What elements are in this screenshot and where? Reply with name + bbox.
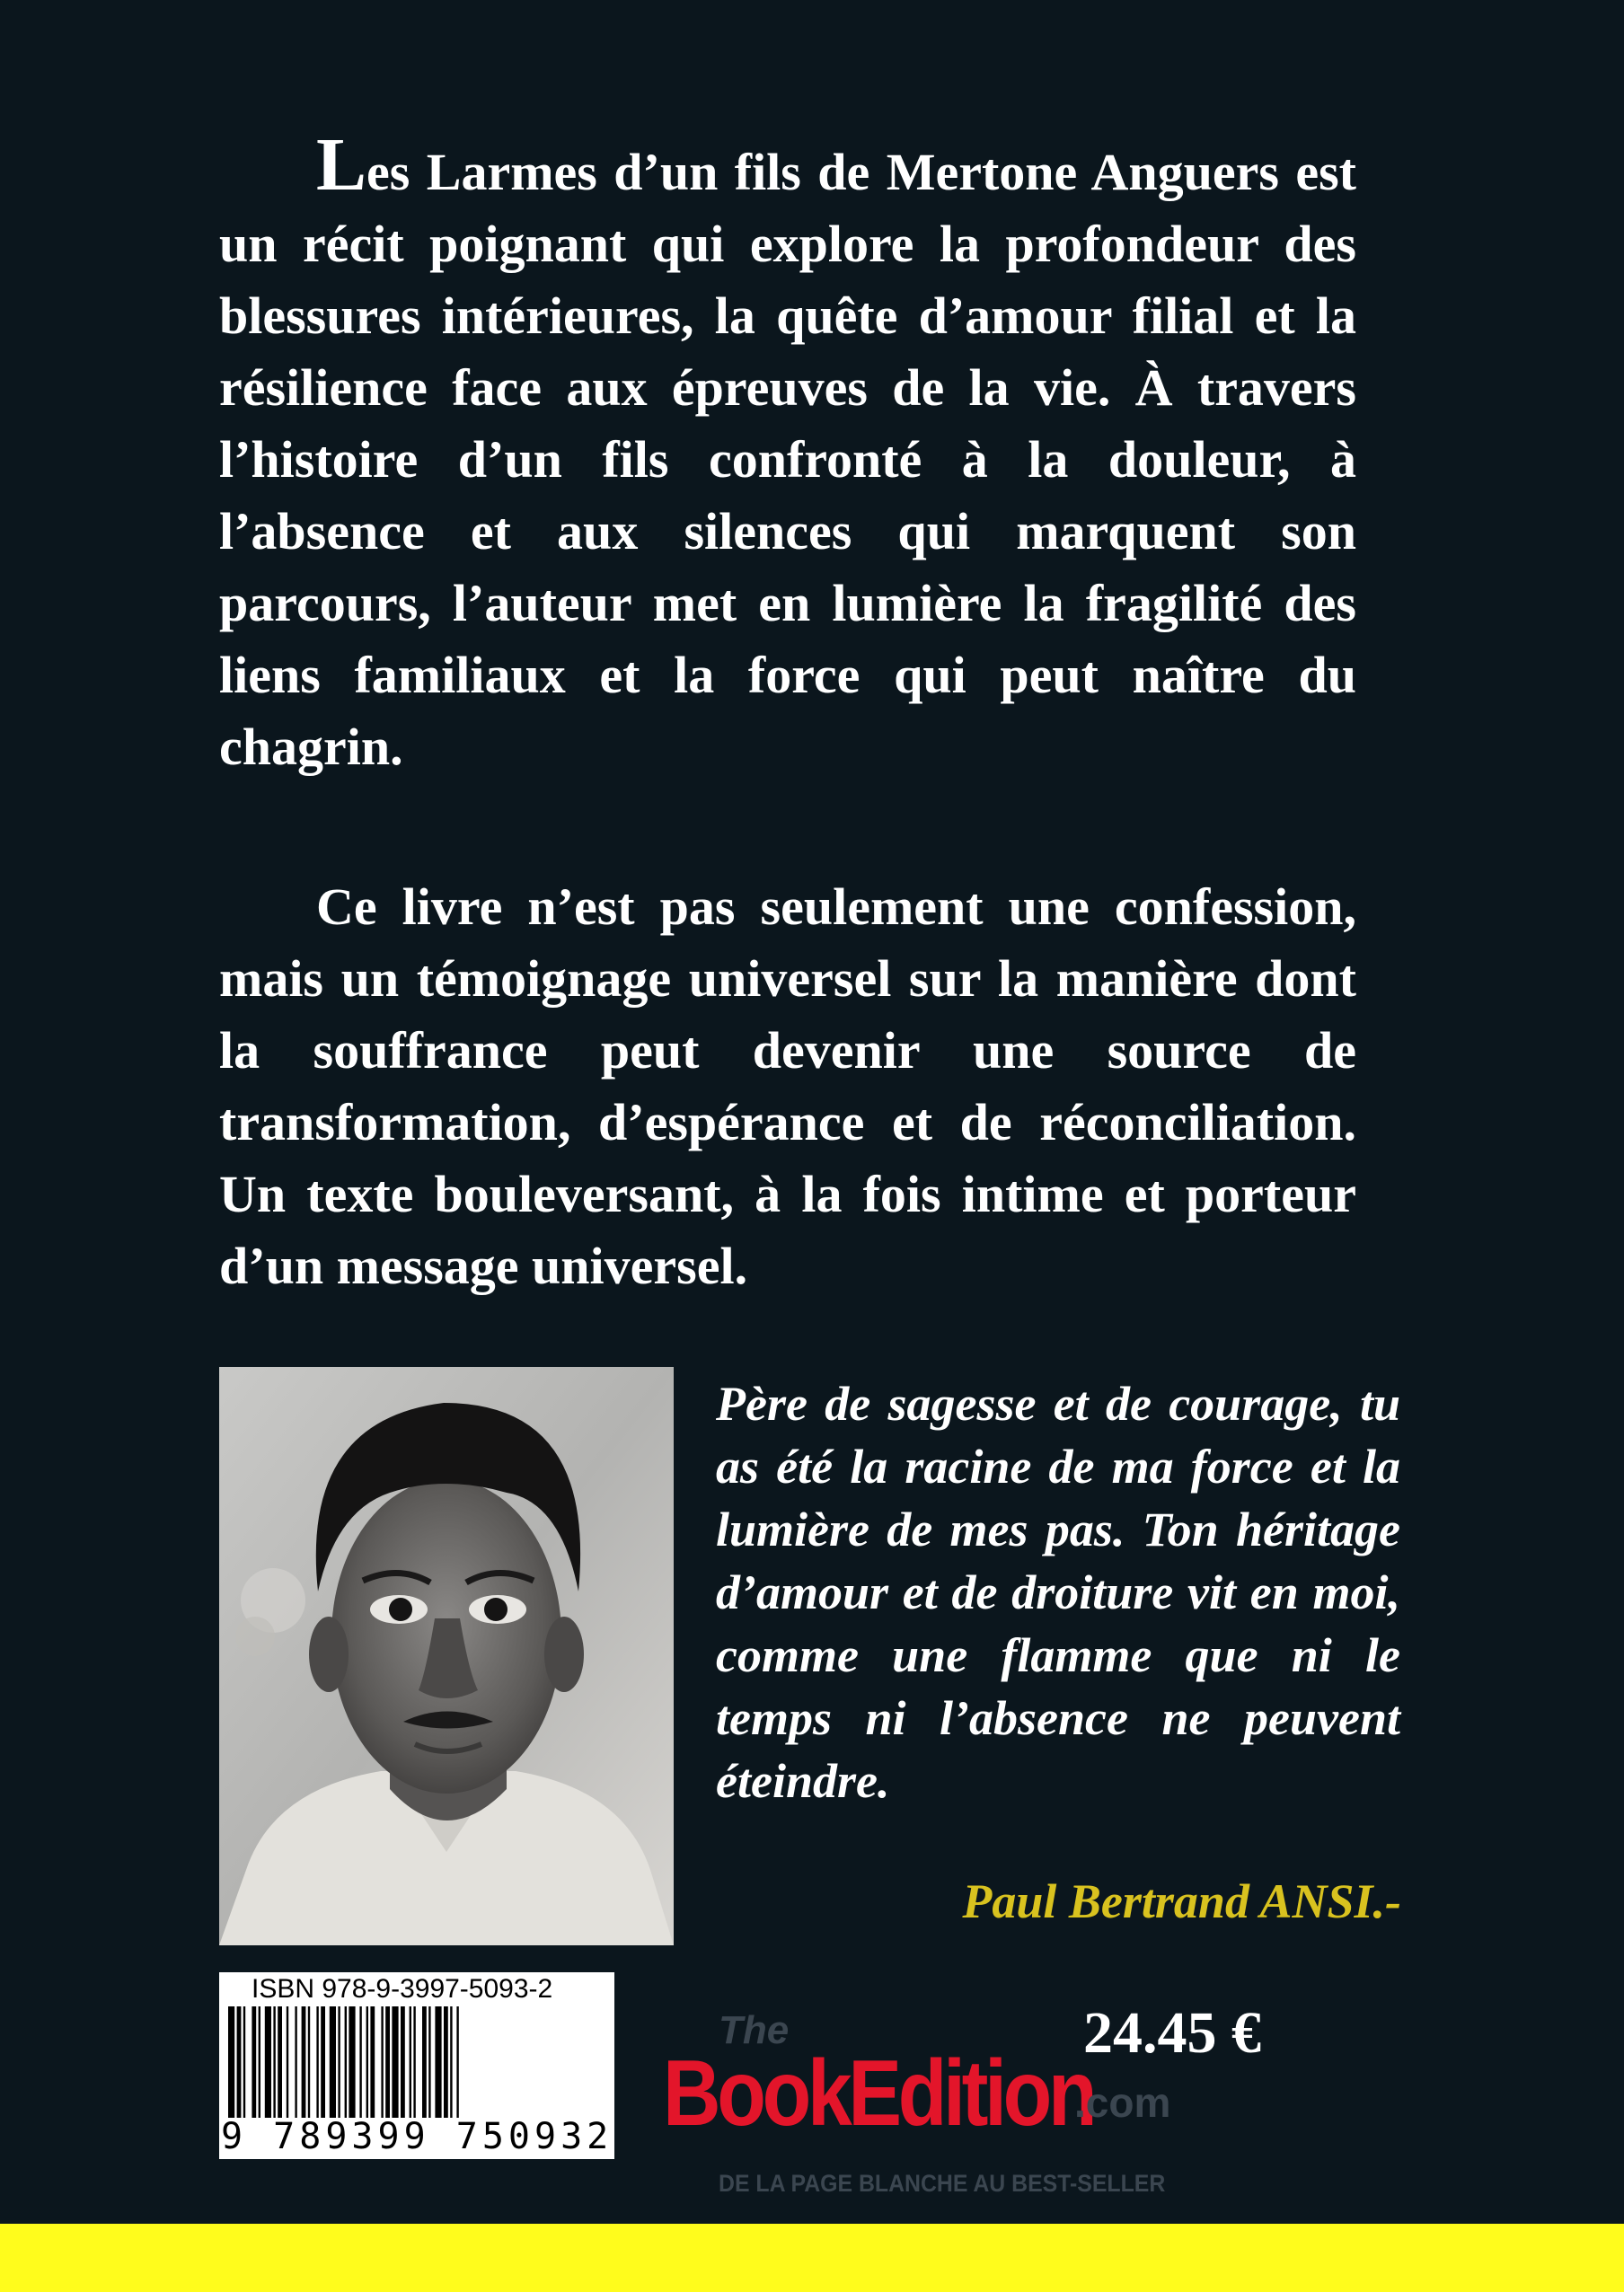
barcode-bar [321, 2006, 325, 2118]
barcode-bar [366, 2006, 368, 2118]
barcode-bar [265, 2006, 271, 2118]
barcode-bar [330, 2006, 336, 2118]
barcode-bar [401, 2006, 405, 2118]
barcode-bar [302, 2006, 306, 2118]
barcode-bar [287, 2006, 288, 2118]
price: 24.45 € [1083, 2000, 1261, 2066]
author-name: Paul Bertrand ANSI.- [962, 1874, 1401, 1928]
dedication-quote: Père de sagesse et de courage, tu as été la racine de ma force et la lumière de mes pas. Ton héritage d’amour et de droiture vit en moi, comme une flamme que ni le temps ni l’absence ne peuvent éteindre. [716, 1377, 1400, 1808]
barcode-bar [444, 2006, 448, 2118]
yellow-band [0, 2224, 1624, 2292]
barcode-bar [435, 2006, 441, 2118]
paragraph-description [219, 871, 1356, 1302]
portrait-image [219, 1367, 674, 1945]
barcode-bar [392, 2006, 398, 2118]
barcode-bars [228, 2006, 605, 2118]
barcode-bar [381, 2006, 383, 2118]
barcode-bar [338, 2006, 340, 2118]
paragraph-description-text: Ce livre n’est pas seulement une confession, mais un témoignage universel sur la manière dont la souffrance peut devenir une source de transformation, d’espérance et de réconciliation. Un texte bouleversant, à la fois intime et porteur d’un message universel. [219, 877, 1356, 1295]
barcode-bar [259, 2006, 260, 2118]
publisher-tagline: DE LA PAGE BLANCHE AU BEST-SELLER [719, 2170, 1166, 2197]
barcode-bar [450, 2006, 452, 2118]
barcode-bar [428, 2006, 430, 2118]
publisher-logo-suffix: .com [1074, 2079, 1171, 2126]
barcode-bar [237, 2006, 242, 2118]
paragraph-synopsis [219, 123, 1356, 783]
paragraph-synopsis-text: es Larmes d’un fils de Mertone Anguers est un récit poignant qui explore la profondeur des blessures intérieures, la quête d’amour filial et la résilience face aux épreuves de la vie. À travers l’histoire d’un fils confronté à la douleur, à l’absence et aux silences qui marquent son parcours, l’auteur met en lumière la fragilité des liens familiaux et la force qui peut naître du chagrin. [219, 143, 1356, 776]
barcode-bar [295, 2006, 296, 2118]
barcode-bar [349, 2006, 355, 2118]
barcode-bar [316, 2006, 318, 2118]
barcode-bar [370, 2006, 375, 2118]
drop-cap: L [316, 123, 367, 207]
barcode-bar [308, 2006, 310, 2118]
publisher-logo [663, 2008, 1171, 2206]
barcode-bar [422, 2006, 427, 2118]
barcode-bar [252, 2006, 256, 2118]
publisher-logo-the: The [719, 2008, 790, 2052]
barcode-bar [385, 2006, 390, 2118]
barcode-bar [345, 2006, 347, 2118]
barcode-bar [243, 2006, 245, 2118]
publisher-logo-name: BookEdition [663, 2041, 1094, 2146]
barcode-bar [278, 2006, 282, 2118]
barcode-bar [273, 2006, 275, 2118]
barcode-digits: 9 789399 750932 [221, 2116, 613, 2157]
barcode-bar [228, 2006, 234, 2118]
barcode-bar [359, 2006, 361, 2118]
barcode-bar [410, 2006, 411, 2118]
author-father-portrait [219, 1367, 674, 1945]
isbn-label: ISBN 978-9-3997-5093-2 [252, 1974, 553, 2004]
isbn-barcode [219, 1972, 614, 2159]
barcode-bar [413, 2006, 415, 2118]
barcode-bar [456, 2006, 458, 2118]
